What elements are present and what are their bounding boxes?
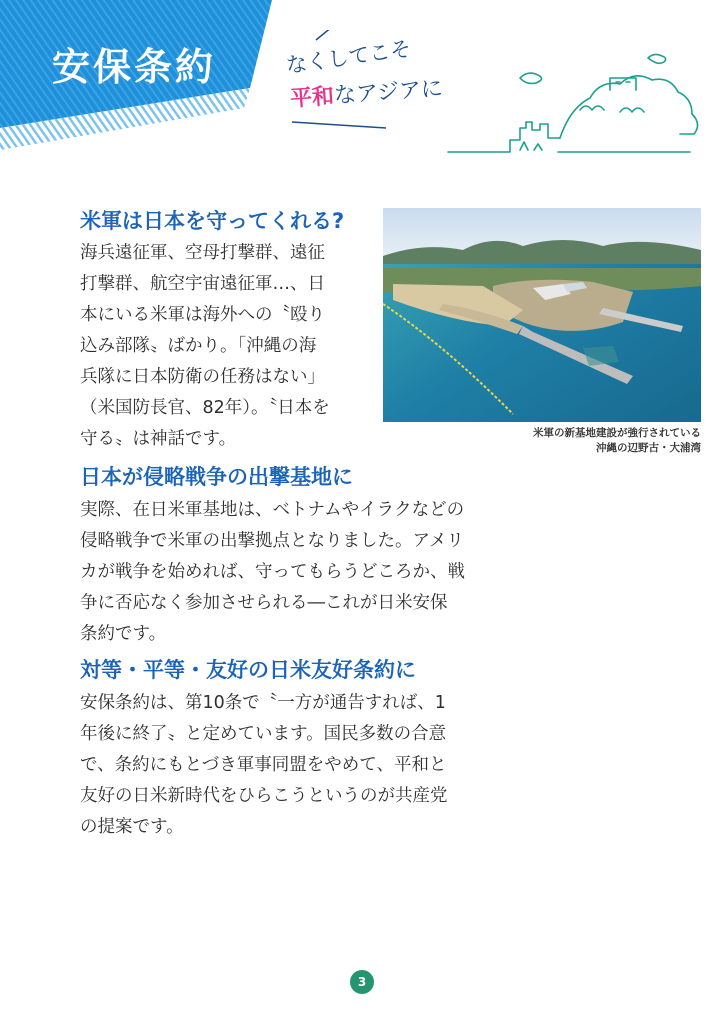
caption-line-2: 沖縄の辺野古・大浦湾 — [596, 442, 701, 454]
text-line: 条約です。 — [80, 624, 167, 644]
cloud-shape — [648, 54, 666, 63]
text-line: 兵隊に日本防衛の任務はない」 — [80, 367, 325, 387]
text-line: カが戦争を始めれば、守ってもらうどころか、戦 — [80, 562, 465, 582]
text-line: 安保条約は、第10条で〝一方が通告すれば、1 — [80, 693, 446, 713]
text-line: で、条約にもとづき軍事同盟をやめて、平和と — [80, 755, 447, 775]
text-line: 争に否応なく参加させられる―これが日米安保 — [80, 593, 448, 613]
section-heading-1: 米軍は日本を守ってくれる? — [80, 209, 345, 233]
title-banner — [0, 0, 290, 150]
section-heading-3: 対等・平等・友好の日米友好条約に — [80, 658, 416, 682]
text-line: 打撃群、航空宇宙遠征軍…、日 — [80, 274, 325, 294]
text-line: （米国防長官、82年）。〝日本を — [80, 398, 330, 418]
banner-title: 安保条約 — [52, 45, 217, 89]
text-line: 侵略戦争で米軍の出撃拠点となりました。アメリ — [80, 531, 464, 551]
text-line: 友好の日米新時代をひらこうというのが共産党 — [80, 786, 448, 806]
aerial-photo-henoko — [383, 208, 701, 422]
text-line: 海兵遠征軍、空母打撃群、遠征 — [80, 243, 325, 263]
photo-caption — [533, 426, 701, 456]
island-scenery-illustration — [440, 20, 710, 160]
text-line: 年後に終了〟と定めています。国民多数の合意 — [80, 724, 447, 744]
text-line: 込み部隊〟ばかり。「沖縄の海 — [80, 336, 317, 356]
text-line: の提案です。 — [80, 817, 184, 837]
section-body-2 — [80, 495, 465, 650]
caption-line-1: 米軍の新基地建設が強行されている — [533, 427, 701, 439]
aerial-photo-illustration — [383, 208, 701, 422]
text-line: 本にいる米軍は海外への〝殴り — [80, 305, 325, 325]
tagline-rest: なアジアに — [333, 76, 444, 109]
section-body-3 — [80, 688, 448, 843]
section-body-1 — [80, 238, 330, 455]
tagline-highlight: 平和 — [289, 83, 335, 112]
tagline-line1: なくしてこそ — [284, 36, 413, 78]
page-number-badge: 3 — [350, 970, 374, 994]
text-line: 実際、在日米軍基地は、ベトナムやイラクなどの — [80, 500, 465, 520]
text-line: 守る〟は神話です。 — [80, 429, 237, 449]
section-heading-2: 日本が侵略戦争の出撃基地に — [80, 465, 353, 489]
